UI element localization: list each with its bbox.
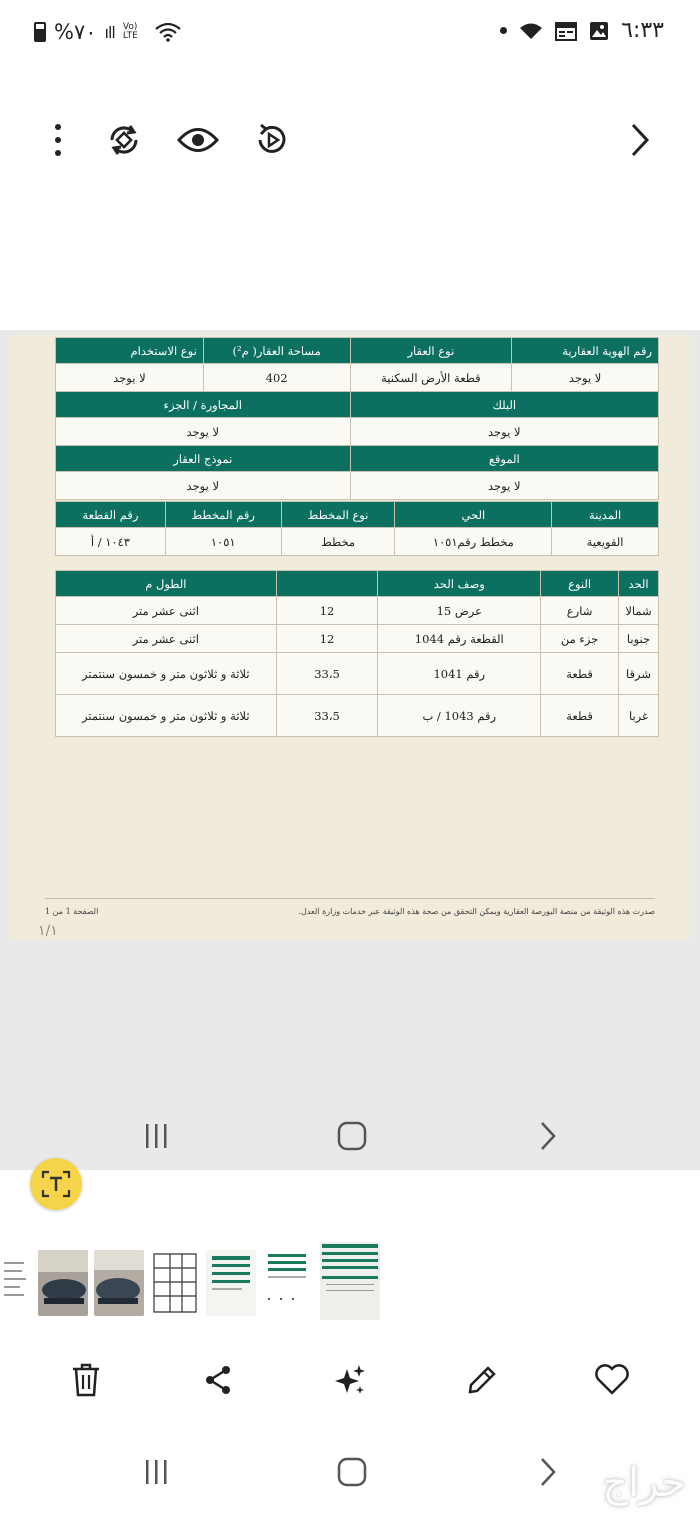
more-vert-icon[interactable] [34,116,82,164]
header-city: المدينة [552,502,659,528]
value-type: قطعة الأرض السكنية [350,364,512,392]
calendar-icon [555,21,577,41]
document-page [10,335,690,940]
header-plan-type: نوع المخطط [281,502,395,528]
status-left [34,20,181,44]
footer-note: صدرت هذه الوثيقة من منصة البورصة العقارية ويمكن التحقق من صحة هذه الوثيقة عبر خدمات وزارة العدل. [298,907,655,916]
document-viewer[interactable] [0,330,700,1170]
back-icon[interactable] [528,1454,568,1490]
desc-cell: عرض 15 [378,597,541,625]
battery-percent: %٧٠ [54,20,97,44]
system-nav-bar [0,1442,700,1502]
thumbnail-strip [0,1232,700,1332]
edge-cell: غربا [619,695,659,737]
notification-dot [500,27,507,34]
desc-cell: رقم 1041 [378,653,541,695]
edge-cell: جنوبا [619,625,659,653]
delete-icon[interactable] [66,1360,106,1400]
value-site: لا يوجد [350,472,658,500]
length-num-cell: 33،5 [276,653,378,695]
header-type: نوع العقار [350,338,512,364]
length-words-cell: اثنى عشر متر [56,597,277,625]
favorite-heart-icon[interactable] [592,1360,632,1400]
city-table [55,501,659,556]
signal-icon: ıll [104,22,115,42]
header-plan-no: رقم المخطط [165,502,281,528]
header-block: البلك [350,392,658,418]
edge-cell: شرقا [619,653,659,695]
header-usage: نوع الاستخدام [56,338,204,364]
home-icon[interactable] [332,1118,372,1154]
value-model: لا يوجد [56,472,351,500]
length-num-cell: 12 [276,625,378,653]
thumbnail-selected[interactable] [320,1242,380,1320]
value-district: مخطط رقم١٠٥١ [395,528,552,556]
header-area: مساحة العقار( م²) [203,338,350,364]
header-length: الطول م [56,571,277,597]
footer-page: الصفحة 1 من 1 [45,907,99,916]
kind-cell: قطعة [541,695,619,737]
kind-cell: جزء من [541,625,619,653]
value-block: لا يوجد [350,418,658,446]
desc-cell: القطعة رقم 1044 [378,625,541,653]
header-edge: الحد [619,571,659,597]
value-adjacent: لا يوجد [56,418,351,446]
length-num-cell: 33،5 [276,695,378,737]
length-words-cell: اثنى عشر متر [56,625,277,653]
header-length-num [276,571,378,597]
share-icon[interactable] [198,1360,238,1400]
header-kind: النوع [541,571,619,597]
chevron-right-icon[interactable] [616,116,664,164]
thumbnail[interactable] [150,1250,200,1316]
header-site: الموقع [350,446,658,472]
gallery-icon [589,21,609,41]
table-row [56,695,659,737]
recents-icon[interactable] [136,1118,176,1154]
length-words-cell: ثلاثة و ثلاثون متر و خمسون سنتمتر [56,695,277,737]
value-plan-no: ١٠٥١ [165,528,281,556]
value-plot-no: ١٠٤٣ / أ [56,528,166,556]
thumbnail[interactable] [206,1250,256,1316]
property-table [55,337,659,500]
replay-icon[interactable] [248,116,296,164]
thumbnail[interactable] [38,1250,88,1316]
value-usage: لا يوجد [56,364,204,392]
thumbnail[interactable] [0,1250,30,1316]
header-plot-no: رقم القطعة [56,502,166,528]
header-adjacent: المجاورة / الجزء [56,392,351,418]
thumbnail[interactable] [262,1250,312,1316]
value-plan-type: مخطط [281,528,395,556]
table-row [56,653,659,695]
value-city: القويعية [552,528,659,556]
recents-icon[interactable] [136,1454,176,1490]
clock: ٦:٣٣ [621,18,664,43]
status-bar [0,0,700,66]
status-right [500,18,664,43]
home-icon[interactable] [332,1454,372,1490]
table-row [56,625,659,653]
lte-label: Vo) LTE [122,22,138,41]
inner-nav-bar [0,1106,700,1166]
table-row [56,597,659,625]
rotate-icon[interactable] [100,116,148,164]
wifi-icon [155,22,181,42]
length-words-cell: ثلاثة و ثلاثون متر و خمسون سنتمتر [56,653,277,695]
bounds-table [55,570,659,737]
photo-action-bar [0,1348,700,1412]
haraj-watermark: حراج [602,1460,686,1506]
page-indicator: ١/١ [38,923,58,939]
magic-edit-icon[interactable] [330,1360,370,1400]
eye-icon[interactable] [174,116,222,164]
value-id: لا يوجد [512,364,659,392]
battery-icon [34,22,46,42]
wifi-icon [519,22,543,40]
value-area: 402 [203,364,350,392]
edit-pencil-icon[interactable] [462,1360,502,1400]
kind-cell: قطعة [541,653,619,695]
header-id: رقم الهوية العقارية [512,338,659,364]
length-num-cell: 12 [276,597,378,625]
viewer-toolbar [0,96,700,186]
footer-divider [45,898,655,899]
text-scan-icon [41,1169,71,1199]
back-icon[interactable] [528,1118,568,1154]
header-district: الحي [395,502,552,528]
header-desc: وصف الحد [378,571,541,597]
thumbnail[interactable] [94,1250,144,1316]
desc-cell: رقم 1043 / ب [378,695,541,737]
edge-cell: شمالا [619,597,659,625]
header-model: نموذج العقار [56,446,351,472]
text-scan-button[interactable] [30,1158,82,1210]
kind-cell: شارع [541,597,619,625]
